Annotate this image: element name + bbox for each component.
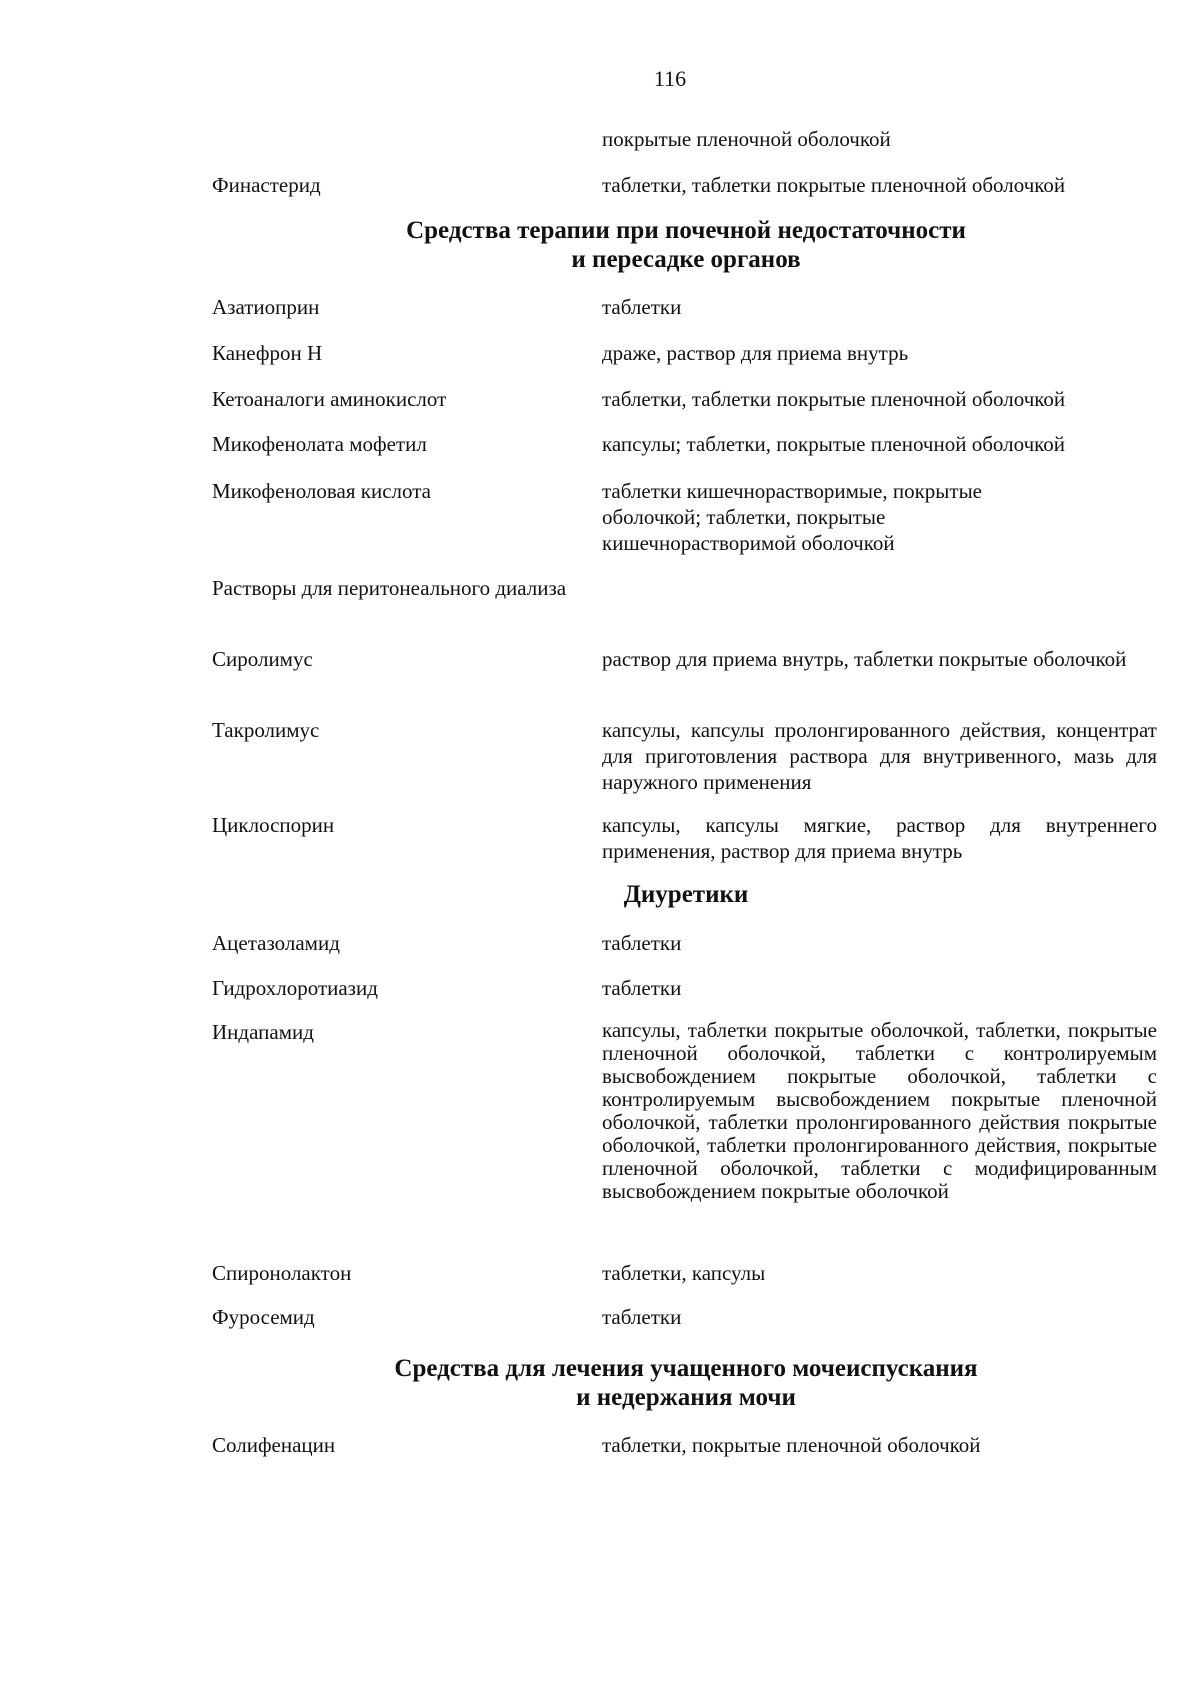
drug-form: таблетки кишечнорастворимые, покрытые оболочкой; таблетки, покрытые кишечнорастворимой оболочкой xyxy=(602,479,982,555)
drug-form: таблетки, таблетки покрытые пленочной оболочкой xyxy=(602,387,1066,411)
drug-form: капсулы; таблетки, покрытые пленочной оболочкой xyxy=(602,432,1066,456)
drug-form: таблетки, таблетки покрытые пленочной оболочкой xyxy=(602,173,1066,197)
section-heading xyxy=(212,880,1160,909)
drug-form: капсулы, капсулы пролонгированного действия, концентрат для приготовления раствора для внутривенного, мазь для наружного применения xyxy=(602,718,1157,794)
drug-form: таблетки xyxy=(602,295,682,319)
drug-form: капсулы, таблетки покрытые оболочкой, таблетки, покрытые пленочной оболочкой, таблетки с контролируемым высвобождением покрытые оболочкой, таблетки с контролируемым высвобождением покрытые пленочной оболочкой, таблетки пролонгированного действия покрытые оболочкой, таблетки пролонгированного действия, покрытые пленочной оболочкой, таблетки с модифицированным высвобождением покрытые оболочкой xyxy=(602,1018,1157,1203)
section-heading-line: Диуретики xyxy=(623,881,749,908)
drug-form: капсулы, капсулы мягкие, раствор для внутреннего применения, раствор для приема внутрь xyxy=(602,813,1157,863)
drug-form: таблетки, капсулы xyxy=(602,1261,766,1285)
drug-form: таблетки, покрытые пленочной оболочкой xyxy=(602,1433,981,1457)
section-heading xyxy=(212,1354,1160,1412)
drug-name: Ацетазоламид xyxy=(212,931,340,955)
drug-name: Финастерид xyxy=(212,173,321,197)
drug-form: таблетки xyxy=(602,1305,682,1329)
drug-name: Растворы для перитонеального диализа xyxy=(212,576,567,600)
drug-name: Такролимус xyxy=(212,718,320,742)
drug-name: Циклоспорин xyxy=(212,813,335,837)
drug-name: Спиронолактон xyxy=(212,1261,352,1285)
drug-form: таблетки xyxy=(602,976,682,1000)
drug-name: Гидрохлоротиазид xyxy=(212,976,378,1000)
drug-form: драже, раствор для приема внутрь xyxy=(602,341,909,365)
drug-name: Микофенолата мофетил xyxy=(212,432,427,456)
drug-name: Микофеноловая кислота xyxy=(212,479,432,503)
drug-form: раствор для приема внутрь, таблетки покрытые оболочкой xyxy=(602,647,1127,671)
carry-over-form: покрытые пленочной оболочкой xyxy=(602,127,891,151)
drug-name: Канефрон Н xyxy=(212,341,323,365)
section-heading xyxy=(212,216,1160,274)
page-number: 116 xyxy=(653,66,687,91)
drug-form: таблетки xyxy=(602,931,682,955)
section-heading-line: и недержания мочи xyxy=(576,1384,796,1411)
section-heading-line: Средства для лечения учащенного мочеиспускания xyxy=(394,1355,978,1382)
drug-name: Солифенацин xyxy=(212,1433,336,1457)
drug-name: Фуросемид xyxy=(212,1305,315,1329)
section-heading-line: Средства терапии при почечной недостаточности xyxy=(406,217,966,244)
section-heading-line: и пересадке органов xyxy=(571,246,801,273)
drug-name: Сиролимус xyxy=(212,647,313,671)
drug-name: Индапамид xyxy=(212,1020,314,1044)
drug-name: Азатиоприн xyxy=(212,295,320,319)
drug-name: Кетоаналоги аминокислот xyxy=(212,387,447,411)
